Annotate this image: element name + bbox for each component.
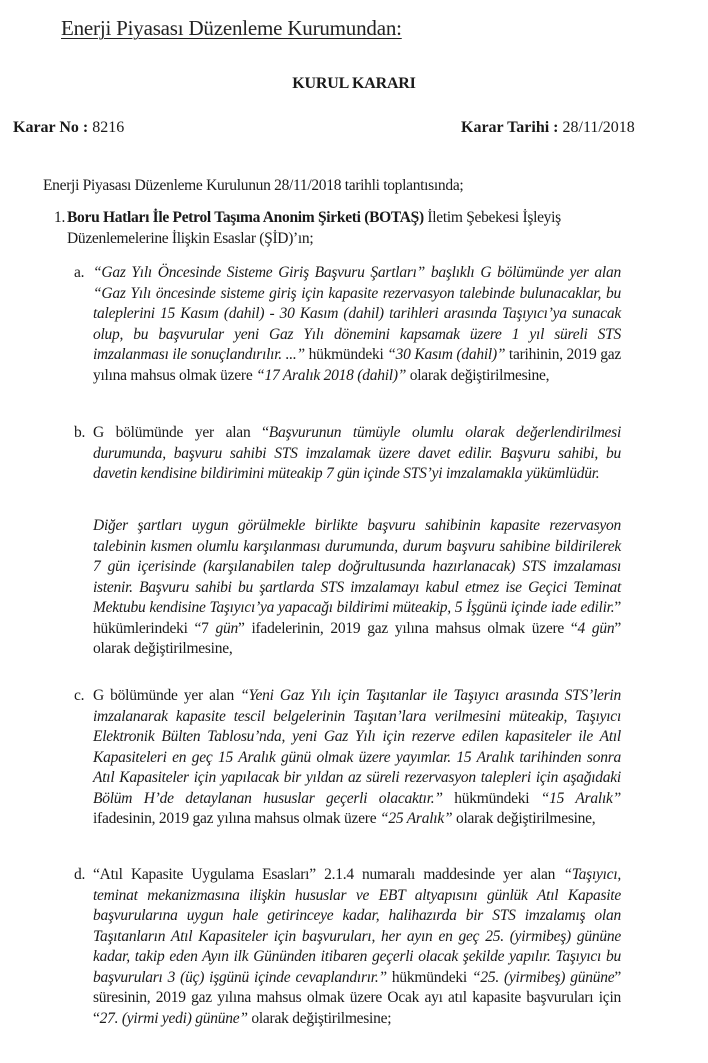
plain-text: olarak değiştirilmesine,: [452, 810, 596, 827]
plain-text: G bölümünde yer alan: [93, 687, 241, 704]
subitem-label: b.: [74, 424, 86, 441]
quoted-text: “15 Aralık”: [540, 789, 622, 807]
decision-date: [461, 119, 635, 137]
plain-text: hükmündeki: [386, 968, 472, 986]
subitem-label: a.: [74, 264, 85, 281]
subitem-label: c.: [74, 687, 85, 704]
plain-text: olarak değiştirilmesine;: [247, 1009, 392, 1027]
plain-text: ” olarak değiştirilmesine,: [93, 619, 621, 657]
plain-text: hükmündeki: [442, 789, 541, 807]
plain-text: olarak değiştirilmesine,: [406, 366, 550, 384]
subitem-b-continued: [93, 516, 621, 660]
plain-text: G bölümünde yer alan “: [93, 424, 269, 441]
subitem-d: [74, 865, 622, 1029]
decision-number: [13, 119, 124, 137]
plain-text: tarihinin, 2019 gaz yılına mahsus olmak üzere: [93, 346, 621, 384]
subitem-label: d.: [74, 866, 86, 883]
decision-date-value: 28/11/2018: [562, 119, 635, 136]
plain-text: “Atıl Kapasite Uygulama Esasları” 2.1.4 numaralı maddesinde yer alan: [93, 866, 564, 883]
quoted-text: Diğer şartları uygun görülmekle birlikte başvuru sahibinin kapasite rezervasyon talebinin kısmen olumlu karşılanması durumunda, durum başvuru sahibine bildirilerek 7 gün içerisinde (karşılanabilen talep doğrultusunda hazırlanacak) STS imzalaması istenir. Başvuru sahibi bu şartlarda STS imzalamayı kabul etmez ise Geçici Teminat Mektubu kendisine Taşıyıcı’ya yapacağı bildirimi müteakip, 5 İşgünü içinde iade edilir.: [93, 517, 621, 616]
plain-text: ” hükümlerindeki “7: [93, 599, 621, 637]
quoted-text: “17 Aralık 2018 (dahil)”: [256, 366, 407, 384]
list-number: 1.: [54, 209, 66, 226]
quoted-text: “Taşıyıcı, teminat mekanizmasına ilişkin hususlar ve EBT altyapısını günlük Atıl Kapasite başvurularına uygun hale getirinceye kadar, halihazırda bir STS imzalamış olan Taşıtanların Atıl Kapasiteler için başvuruları, her ayın en geç 25. (yirmibeş) gününe kadar, takip eden Ayın ilk Gününden itibaren geçerli olacak şekilde yapılır. Taşıyıcı bu başvuruları 3 (üç) işgünü içinde cevaplandırır.”: [93, 866, 621, 986]
quoted-text: gün: [215, 619, 238, 637]
subitem-b: [74, 423, 621, 485]
quoted-text: Başvurunun tümüyle olumlu olarak değerlendirilmesi durumunda, başvuru sahibi STS imzalamak üzere davet edilir. Başvuru sahibi, bu davetin kendisine bildirimini müteakip 7 gün içinde STS’yi imzalamakla yükümlüdür.: [93, 424, 621, 482]
plain-text: ” süresinin, 2019 gaz yılına mahsus olmak üzere Ocak ayı atıl kapasite başvuruları için “: [93, 968, 622, 1027]
list-item-1: [54, 207, 637, 249]
quoted-text: “Gaz Yılı Öncesinde Sisteme Giriş Başvuru Şartları” başlıklı G bölümünde yer alan “Gaz Yılı öncesinde sisteme giriş için kapasite rezervasyon talebinde bulunacaklar, bu taleplerini 15 Kasım (dahil) - 30 Kasım (dahil) tarihleri arasında Taşıyıcı’ya sunacak olup, bu başvurular yeni Gaz Yılı dönemini kapsamak üzere 1 yıl süreli STS imzalanması ile sonuçlandırılır. ...”: [93, 264, 621, 363]
subitem-a: [74, 263, 621, 386]
plain-text: ifadesinin, 2019 gaz yılına mahsus olmak üzere: [93, 810, 380, 827]
quoted-text: 4 gün: [577, 619, 615, 637]
subitem-c: [74, 686, 622, 830]
plain-text: ” ifadelerinin, 2019 gaz yılına mahsus olmak üzere “: [237, 619, 578, 637]
quoted-text: “30 Kasım (dahil)”: [387, 346, 506, 363]
quoted-text: “Yeni Gaz Yılı için Taşıtanlar ile Taşıyıcı arasında STS’lerin imzalanarak kapasite tescil belgelerinin Taşıtan’lara verilmesini müteakip, Taşıyıcı Elektronik Bülten Tablosu’nda, yeni Gaz Yılı için rezerve edilen kapasiteler ile Atıl Kapasiteleri en geç 15 Aralık günü olmak üzere yayımlar. 15 Aralık tarihinden sonra Atıl Kapasiteler için yapılacak bir yıldan az süreli rezervasyon talepleri için aşağıdaki Bölüm H’de detaylanan hususlar geçerli olacaktır.”: [93, 687, 621, 807]
decision-date-label: Karar Tarihi :: [461, 119, 559, 136]
item-text: İletim Şebekesi İşleyiş Düzenlemelerine İlişkin Esaslar (ŞİD)’ın;: [67, 209, 561, 247]
document-title: KURUL KARARI: [292, 75, 416, 92]
decision-number-value: 8216: [92, 119, 125, 136]
quoted-text: “25 Aralık”: [379, 810, 453, 827]
quoted-text: 27. (yirmi yedi) gününe”: [99, 1009, 248, 1027]
decision-number-label: Karar No :: [13, 119, 89, 136]
institution-heading: Enerji Piyasası Düzenleme Kurumundan:: [61, 16, 402, 40]
quoted-text: “25. (yirmibeş) gününe: [471, 968, 615, 986]
plain-text: hükmündeki: [304, 346, 388, 363]
company-name: Boru Hatları İle Petrol Taşıma Anonim Şirketi (BOTAŞ): [67, 209, 424, 226]
intro-text: Enerji Piyasası Düzenleme Kurulunun 28/11/2018 tarihli toplantısında;: [43, 177, 464, 194]
